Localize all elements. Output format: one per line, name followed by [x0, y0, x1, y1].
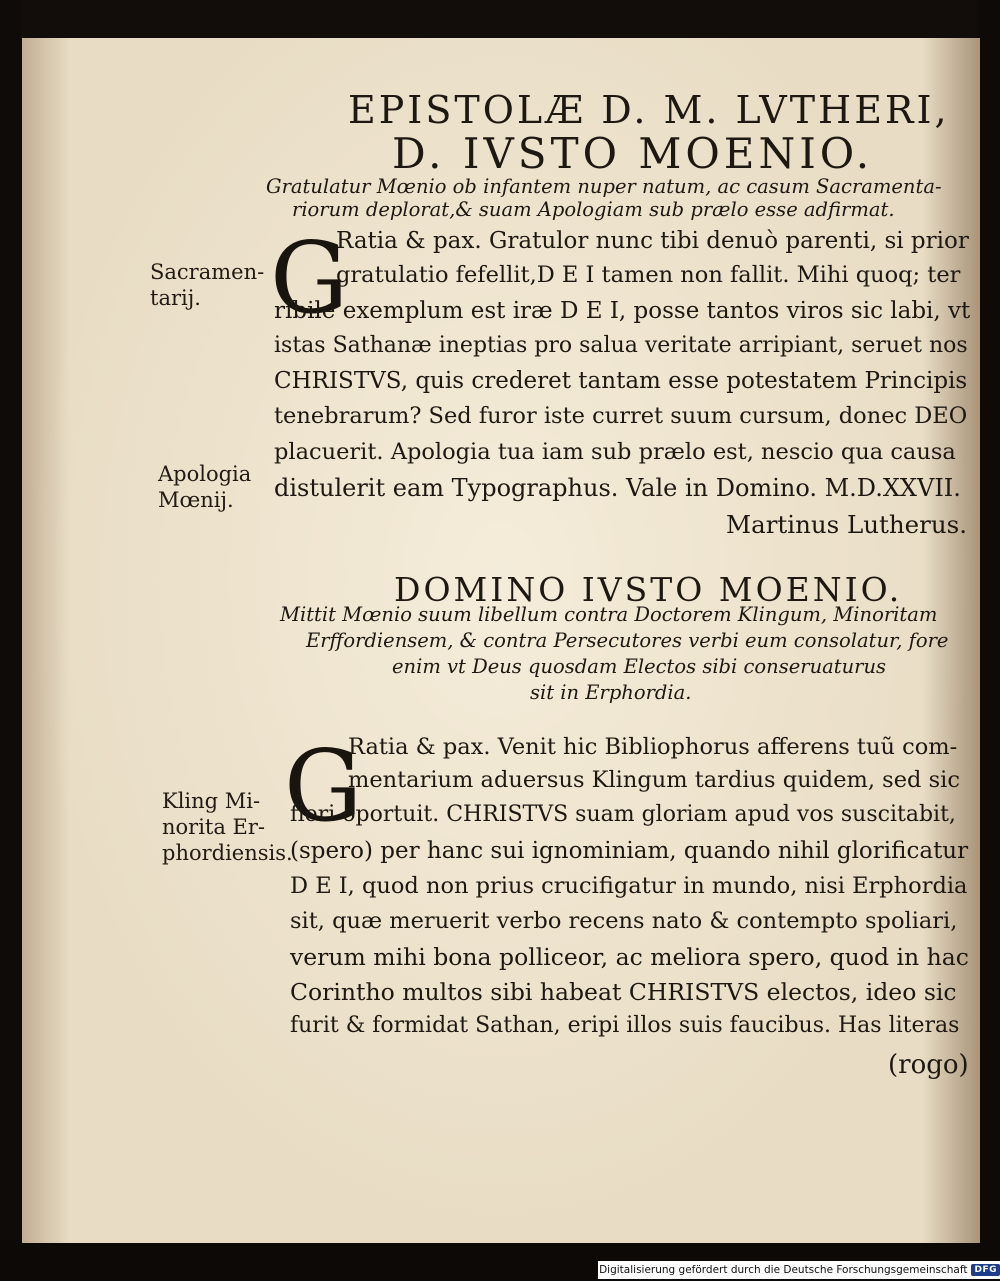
text-line: tenebrarum? Sed furor iste curret suum cursum, donec DEO	[274, 403, 968, 429]
drop-cap: G	[270, 222, 349, 336]
text-line: (spero) per hanc sui ignominiam, quando nihil glorificatur	[290, 838, 969, 864]
margin-note-line: Sacramen-	[150, 260, 265, 284]
text-line: Ratia & pax. Venit hic Bibliophorus afferens tuũ com-	[348, 734, 958, 760]
margin-note-line: phordiensis.	[162, 841, 293, 865]
text-line: CHRISTVS, quis crederet tantam esse potestatem Principis	[274, 368, 968, 394]
summary-line: Erffordiensem, & contra Persecutores verbi eum consolatur, fore	[306, 629, 949, 652]
text-line: Ratia & pax. Gratulor nunc tibi denuò parenti, si prior	[336, 228, 969, 254]
catchword: (rogo)	[888, 1050, 969, 1080]
digitization-footer	[598, 1261, 1000, 1279]
text-line: ribile exemplum est iræ D E I, posse tantos viros sic labi, vt	[274, 298, 971, 324]
summary-line: sit in Erphordia.	[530, 681, 692, 704]
text-line: placuerit. Apologia tua iam sub prælo est, nescio qua causa	[274, 439, 956, 465]
letter-heading: DOMINO IVSTO MOENIO.	[394, 570, 903, 609]
scan-border-left	[0, 0, 22, 1281]
text-line: fieri oportuit. CHRISTVS suam gloriam apud vos suscitabit,	[290, 802, 956, 827]
text-line: istas Sathanæ ineptias pro salua veritate arripiant, seruet nos	[274, 333, 968, 358]
running-title: EPISTOLÆ D. M. LVTHERI,	[348, 88, 950, 132]
text-line: furit & formidat Sathan, eripi illos suis faucibus. Has literas	[290, 1013, 960, 1038]
margin-note-line: norita Er-	[162, 815, 266, 839]
text-line: D E I, quod non prius crucifigatur in mundo, nisi Erphordia	[290, 873, 968, 899]
summary-line: enim vt Deus quosdam Electos sibi conseruaturus	[392, 655, 887, 678]
scan-border-top	[0, 0, 1000, 38]
margin-note-apologia	[158, 461, 251, 513]
scan-border-right	[978, 0, 1000, 1281]
signature: Martinus Lutherus.	[726, 510, 968, 539]
text-line: Corintho multos sibi habeat CHRISTVS electos, ideo sic	[290, 978, 957, 1006]
margin-note-line: Mœnij.	[158, 488, 234, 512]
text-line: mentarium aduersus Klingum tardius quidem, sed sic	[348, 767, 960, 793]
margin-note-line: tarij.	[150, 286, 201, 310]
margin-note-kling	[162, 788, 293, 866]
footer-credit-text: Digitalisierung gefördert durch die Deutsche Forschungsgemeinschaft	[599, 1264, 968, 1276]
letter-heading: D. IVSTO MOENIO.	[392, 129, 874, 178]
summary-line: Gratulatur Mœnio ob infantem nuper natum, ac casum Sacramenta-	[266, 175, 942, 198]
book-page	[22, 38, 980, 1243]
dfg-logo[interactable]: DFG	[971, 1264, 1000, 1276]
summary-line: riorum deplorat,& suam Apologiam sub prælo esse adfirmat.	[292, 198, 895, 221]
margin-note-line: Apologia	[158, 462, 252, 486]
drop-cap: G	[284, 730, 363, 844]
text-line: sit, quæ meruerit verbo recens nato & contempto spoliari,	[290, 908, 958, 934]
margin-note-sacramentarii	[150, 259, 264, 311]
margin-note-line: Kling Mi-	[162, 789, 261, 813]
text-line: gratulatio fefellit,D E I tamen non fallit. Mihi quoq; ter	[336, 262, 961, 288]
text-line: verum mihi bona polliceor, ac meliora spero, quod in hac	[290, 943, 969, 971]
summary-line: Mittit Mœnio suum libellum contra Doctorem Klingum, Minoritam	[280, 603, 938, 626]
text-line: distulerit eam Typographus. Vale in Domino. M.D.XXVII.	[274, 474, 961, 502]
